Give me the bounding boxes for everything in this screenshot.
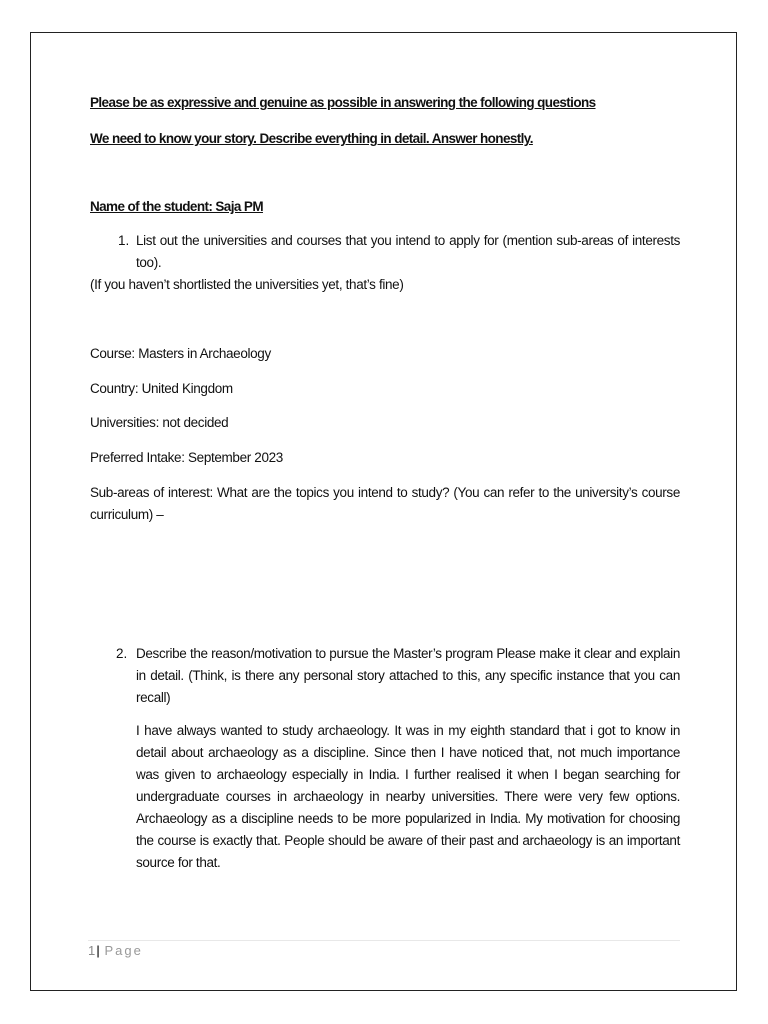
- intro-line-1: Please be as expressive and genuine as possible in answering the following questions: [90, 95, 596, 110]
- country-line: Country: United Kingdom: [90, 381, 233, 396]
- course-line: Course: Masters in Archaeology: [90, 346, 271, 361]
- page-number: 1: [88, 943, 97, 958]
- subareas-line: Sub-areas of interest: What are the topics you intend to study? (You can refer to the university’s course curriculum) –: [90, 485, 680, 522]
- page-label: Page: [104, 943, 143, 958]
- question-2-answer: I have always wanted to study archaeology. It was in my eighth standard that i got to know in detail about archaeology as a discipline. Since then I have noticed that, not much importance was given to archaeology especially in India. I further realised it when I began searching for undergraduate courses in archaeology in nearby universities. There were very few options. Archaeology as a discipline needs to be more popularized in India. My motivation for choosing the course is exactly that. People should be aware of their past and archaeology is an important source for that.: [136, 723, 680, 870]
- student-name: Name of the student: Saja PM: [90, 199, 263, 214]
- page-separator: |: [96, 943, 100, 958]
- question-1-note: (If you haven’t shortlisted the universities yet, that’s fine): [90, 277, 404, 292]
- universities-line: Universities: not decided: [90, 415, 229, 430]
- question-1-text: List out the universities and courses that you intend to apply for (mention sub-areas of interests too).: [136, 233, 680, 270]
- page-footer: [88, 941, 143, 961]
- intake-line: Preferred Intake: September 2023: [90, 450, 283, 465]
- question-1-number: 1.: [118, 233, 130, 248]
- intro-line-2: We need to know your story. Describe everything in detail. Answer honestly.: [90, 131, 533, 146]
- footer-divider: [88, 940, 680, 941]
- question-2-text: Describe the reason/motivation to pursue the Master’s program Please make it clear and explain in detail. (Think, is there any personal story attached to this, any specific instance that you can recall): [136, 646, 680, 705]
- question-2-number: 2.: [116, 646, 128, 661]
